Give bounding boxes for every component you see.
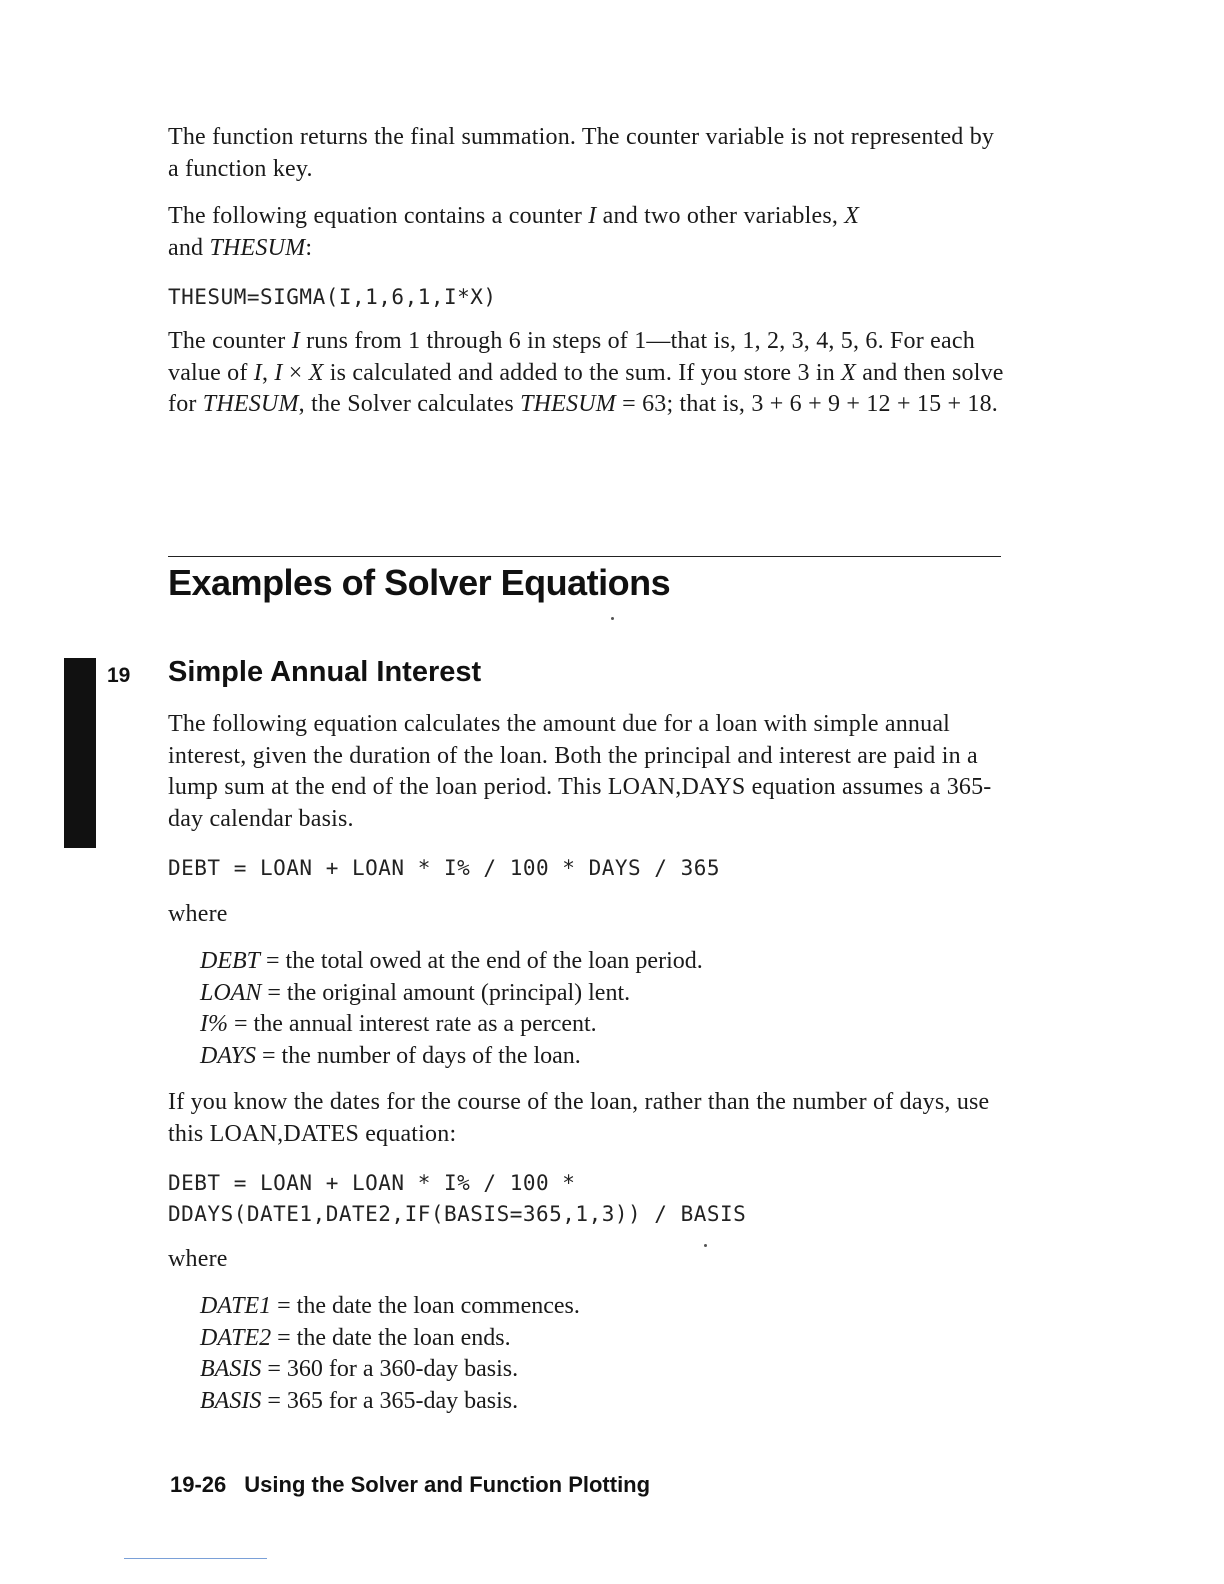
variable: DEBT (200, 948, 260, 974)
text-run: and (168, 234, 210, 261)
text-run: The following equation contains a counter (168, 203, 589, 229)
speck (611, 617, 614, 620)
chapter-number: 19 (107, 664, 131, 687)
text-run: : (305, 234, 313, 261)
loan-dates-paragraph: If you know the dates for the course of the loan, rather than the number of days, use this LOAN,DATES equation: (168, 1089, 990, 1147)
intro-paragraph-2 (168, 201, 1008, 264)
text-run: is calculated and added to the sum. If you store 3 in (323, 359, 842, 386)
page-footer (170, 1472, 650, 1498)
chapter-running-title: Using the Solver and Function Plotting (244, 1472, 651, 1497)
definition-row (200, 1291, 1000, 1323)
definition-row (200, 1041, 1000, 1073)
definition-row (200, 1009, 1000, 1041)
text-run: = 63; that is, 3 + 6 + 9 + 12 + 15 + 18. (615, 391, 999, 417)
loan-dates-equation-line-2: DDAYS(DATE1,DATE2,IF(BASIS=365,1,3)) / BASIS (168, 1202, 747, 1226)
definition-text: = the annual interest rate as a percent. (227, 1011, 597, 1037)
intro-paragraph-3 (168, 326, 1008, 421)
text-run: and then solve for (168, 359, 1004, 417)
section-title: Examples of Solver Equations (168, 562, 671, 603)
definition-text: = the total owed at the end of the loan period. (260, 948, 703, 974)
scan-edge-line (124, 1558, 267, 1559)
variable: I (588, 203, 597, 229)
definition-text: = 360 for a 360-day basis. (261, 1356, 519, 1382)
loan-dates-equation-line-1: DEBT = LOAN + LOAN * I% / 100 * (168, 1171, 576, 1195)
variable: BASIS (200, 1356, 262, 1382)
variable: LOAN (200, 979, 262, 1006)
text-run: and two other variables, (596, 203, 845, 229)
variable: DATE2 (200, 1324, 272, 1351)
loan-days-definitions (200, 946, 1000, 1072)
section-divider (168, 556, 1001, 557)
definition-text: = the original amount (principal) lent. (261, 979, 631, 1006)
variable: I (253, 359, 262, 386)
definition-text: = the number of days of the loan. (256, 1042, 581, 1069)
loan-days-equation-code: DEBT = LOAN + LOAN * I% / 100 * DAYS / 365 (168, 856, 721, 880)
subsection-title: Simple Annual Interest (168, 656, 482, 688)
variable: THESUM (202, 391, 299, 417)
variable: THESUM (520, 391, 616, 417)
variable: DATE1 (200, 1293, 272, 1319)
variable: THESUM (209, 234, 306, 261)
text-run: runs from 1 through 6 in steps of 1—that is, 1, 2, 3, 4, 5, 6. For each value of (168, 328, 975, 386)
intro-paragraph-1: The function returns the final summation. The counter variable is not represented by a function key. (168, 124, 995, 182)
definition-row (200, 1354, 1000, 1386)
where-label: where (168, 1246, 228, 1272)
variable: I% (200, 1011, 228, 1037)
definition-row (200, 946, 1000, 978)
definition-text: = the date the loan ends. (271, 1324, 511, 1351)
variable: I (291, 328, 300, 354)
variable: X (841, 359, 856, 386)
variable: X (844, 203, 860, 229)
text-run: , the Solver calculates (298, 391, 521, 417)
loan-days-paragraph: The following equation calculates the amount due for a loan with simple annual interest, given the duration of the loan. Both the principal and interest are paid in a lump sum at the end of the loan period. This LOAN,DAYS equation assumes a 365-day calendar basis. (168, 711, 992, 832)
variable: I (274, 359, 283, 386)
loan-dates-definitions (200, 1291, 1000, 1417)
variable: BASIS (200, 1387, 262, 1414)
chapter-tab-marker (64, 658, 96, 848)
text-run: × (282, 359, 309, 386)
variable: X (308, 359, 324, 386)
definition-row (200, 1323, 1000, 1355)
text-run: The counter (168, 328, 292, 354)
page-number: 19-26 (170, 1472, 227, 1497)
text-run: , (261, 359, 275, 386)
definition-text: = 365 for a 365-day basis. (261, 1387, 519, 1414)
where-label: where (168, 901, 228, 927)
definition-text: = the date the loan commences. (271, 1293, 580, 1319)
sigma-equation-code: THESUM=SIGMA(I,1,6,1,I*X) (168, 285, 497, 309)
definition-row (200, 978, 1000, 1010)
definition-row (200, 1386, 1000, 1418)
variable: DAYS (200, 1042, 257, 1069)
